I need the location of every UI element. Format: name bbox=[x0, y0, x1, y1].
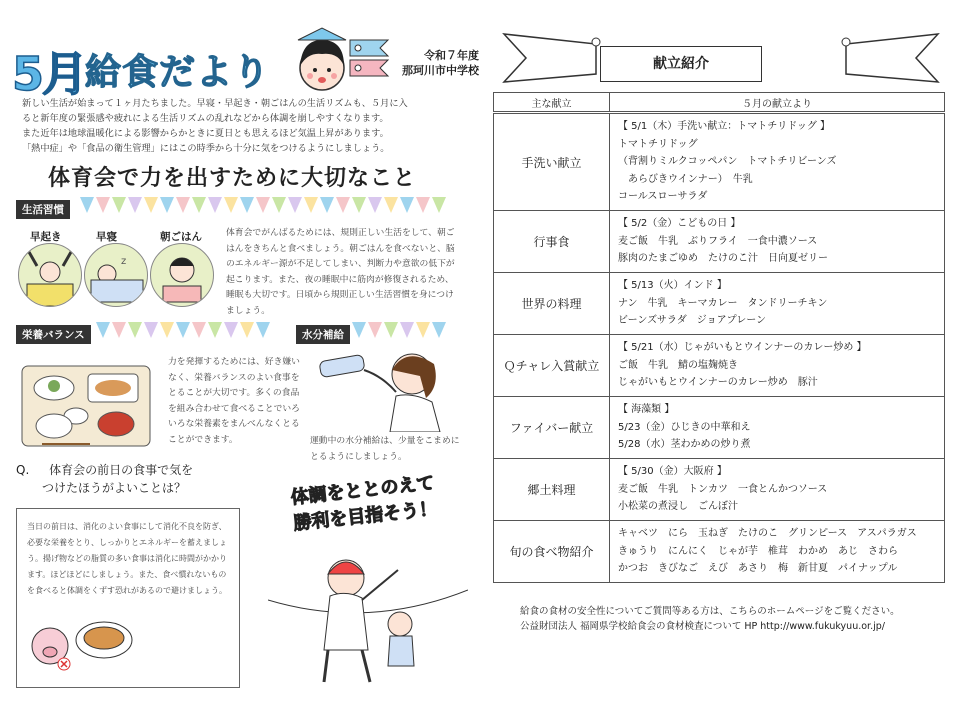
menu-items bbox=[610, 459, 945, 521]
column-header: ５月の献立より bbox=[610, 93, 945, 113]
svg-text:z: z bbox=[121, 256, 127, 267]
bunting-flag bbox=[256, 197, 270, 213]
hydration-text: 運動中の水分補給は、少量をこまめにとるようにしましょう。 bbox=[310, 436, 460, 462]
bunting-flag bbox=[208, 197, 222, 213]
bunting-flag bbox=[320, 197, 334, 213]
bunting-flag bbox=[368, 322, 382, 338]
menu-category: Ｑチャレ入賞献立 bbox=[494, 335, 610, 397]
bunting-flag bbox=[208, 322, 222, 338]
menu-item-line: あらびきウインナー） 牛乳 bbox=[618, 173, 753, 185]
habit-early-sleep: 早寝 bbox=[96, 231, 117, 243]
meal-tray-illustration bbox=[20, 352, 154, 452]
bunting-flag bbox=[352, 197, 366, 213]
menu-table bbox=[493, 92, 945, 583]
menu-item-line: じゃがいもとウインナーのカレー炒め 豚汁 bbox=[618, 377, 818, 389]
drinking-girl-illustration bbox=[316, 346, 466, 432]
column-header: 主な献立 bbox=[494, 93, 610, 113]
menu-items bbox=[610, 211, 945, 273]
bunting-flag bbox=[224, 322, 238, 338]
bunting-flag bbox=[384, 322, 398, 338]
koinobori-girl-illustration bbox=[288, 26, 408, 94]
bunting-flag bbox=[400, 322, 414, 338]
intro-line: 「熱中症」や「食品の衛生管理」にはこの時季から十分に気をつけるようにしましょう。 bbox=[22, 143, 390, 154]
section-heading: 体育会で力を出すために大切なこと bbox=[48, 166, 417, 191]
bunting-flag bbox=[224, 197, 238, 213]
table-row bbox=[494, 335, 945, 397]
table-header-row bbox=[494, 93, 945, 113]
hydration-label: 水分補給 bbox=[296, 325, 350, 344]
table-row bbox=[494, 211, 945, 273]
school-info bbox=[402, 48, 479, 78]
menu-item-line: コールスローサラダ bbox=[618, 191, 708, 203]
menu-item-line: 【 5/13（火）インド 】 bbox=[618, 280, 727, 292]
runners-illustration bbox=[268, 540, 468, 690]
bunting-flag bbox=[256, 322, 270, 338]
menu-item-line: 【 5/21（水）じゃがいもとウインナーのカレー炒め 】 bbox=[618, 342, 867, 354]
menu-category: ファイバー献立 bbox=[494, 397, 610, 459]
bunting-flag bbox=[288, 197, 302, 213]
intro-text bbox=[22, 96, 477, 156]
bunting-flag bbox=[352, 322, 366, 338]
menu-items bbox=[610, 273, 945, 335]
bunting-flag bbox=[160, 197, 174, 213]
question-title bbox=[16, 461, 193, 497]
slogan-line: 体調をととのえて bbox=[289, 472, 436, 509]
title-month: 5月 bbox=[12, 47, 87, 101]
menu-item-line: 【 5/2（金）こどもの日 】 bbox=[618, 218, 741, 230]
bunting-flag bbox=[432, 322, 446, 338]
bunting-flag bbox=[96, 197, 110, 213]
slogan bbox=[264, 468, 464, 540]
menu-item-line: ご飯 牛乳 鯖の塩麹焼き bbox=[618, 359, 738, 371]
footer-line: 給食の食材の安全性についてご質問等ある方は、こちらのホームページをご覧ください。 bbox=[520, 606, 900, 617]
menu-item-line: きゅうり にんにく じゃが芋 椎茸 わかめ あじ さわら bbox=[618, 545, 898, 557]
school-year: 令和７年度 bbox=[424, 49, 479, 62]
table-row bbox=[494, 273, 945, 335]
menu-items bbox=[610, 335, 945, 397]
bunting-flag bbox=[272, 197, 286, 213]
school-name: 那珂川市中学校 bbox=[402, 64, 479, 77]
bunting-flag bbox=[176, 322, 190, 338]
habit-breakfast: 朝ごはん bbox=[160, 231, 202, 243]
bunting bbox=[80, 197, 460, 215]
menu-category: 旬の食べ物紹介 bbox=[494, 521, 610, 583]
table-row bbox=[494, 397, 945, 459]
bunting-flag bbox=[368, 197, 382, 213]
menu-items bbox=[610, 113, 945, 211]
question-line: つけたほうがよいことは？ bbox=[42, 481, 187, 495]
bunting-flag bbox=[96, 322, 110, 338]
bunting bbox=[96, 322, 286, 340]
menu-item-line: ビーンズサラダ ジョアプレーン bbox=[618, 315, 766, 327]
menu-item-line: 5/28（水）茎わかめの炒り煮 bbox=[618, 439, 751, 451]
bunting-flag bbox=[384, 197, 398, 213]
bunting-flag bbox=[432, 197, 446, 213]
bunting bbox=[352, 322, 462, 340]
menu-item-line: トマトチリドッグ bbox=[618, 138, 698, 150]
bunting-flag bbox=[192, 197, 206, 213]
menu-category: 郷土料理 bbox=[494, 459, 610, 521]
bunting-flag bbox=[80, 197, 94, 213]
early-rise-illustration bbox=[18, 243, 82, 307]
nutrition-label: 栄養バランス bbox=[16, 325, 91, 344]
pig-tonkatsu-illustration bbox=[24, 606, 134, 676]
menu-category: 世界の料理 bbox=[494, 273, 610, 335]
menu-item-line: 小松菜の煮浸し ごんぼ汁 bbox=[618, 501, 738, 513]
intro-line: また近年は地球温暖化による影響からかときに夏日とも思えるほど気温上昇があります。 bbox=[22, 128, 389, 139]
menu-item-line: （背割りミルクコッペパン トマトチリビーンズ bbox=[618, 156, 837, 168]
footer-note bbox=[520, 604, 900, 634]
footer-line: 公益財団法人 福岡県学校給食会の食材検査について HP http://www.fukukyuu.or.jp/ bbox=[520, 621, 885, 632]
nutrition-text: 力を発揮するためには、好き嫌いなく、栄養バランスのよい食事をとることが大切です。多くの食品を組み合わせて食べることでいろいろな栄養素をまんべんなくとることができます。 bbox=[168, 357, 300, 445]
bunting-flag bbox=[192, 322, 206, 338]
menu-title: 献立紹介 bbox=[600, 46, 762, 82]
bunting-flag bbox=[112, 197, 126, 213]
bunting-flag bbox=[160, 322, 174, 338]
bunting-flag bbox=[128, 322, 142, 338]
intro-line: 新しい生活が始まって１ヶ月たちました。早寝・早起き・朝ごはんの生活リズムも、５月に入 bbox=[22, 98, 408, 109]
bunting-flag bbox=[112, 322, 126, 338]
early-sleep-illustration bbox=[84, 243, 148, 307]
bunting-flag bbox=[304, 197, 318, 213]
bunting-flag bbox=[176, 197, 190, 213]
table-row bbox=[494, 113, 945, 211]
menu-item-line: 【 5/1（木）手洗い献立：トマトチリドッグ 】 bbox=[618, 121, 831, 133]
bunting-flag bbox=[240, 322, 254, 338]
bunting-flag bbox=[144, 322, 158, 338]
menu-item-line: 豚肉のたまごゆめ たけのこ汁 日向夏ゼリー bbox=[618, 253, 828, 265]
menu-item-line: 麦ご飯 牛乳 トンカツ 一食とんかつソース bbox=[618, 483, 828, 495]
menu-item-line: 麦ご飯 牛乳 ぶりフライ 一食中濃ソース bbox=[618, 235, 818, 247]
menu-item-line: キャベツ にら 玉ねぎ たけのこ グリンピース アスパラガス bbox=[618, 528, 917, 540]
menu-items bbox=[610, 521, 945, 583]
habit-early-rise: 早起き bbox=[30, 231, 62, 243]
question-line: 体育会の前日の食事で気を bbox=[49, 463, 194, 477]
menu-item-line: 【 5/30（金）大阪府 】 bbox=[618, 466, 727, 478]
menu-item-line: 【 海藻類 】 bbox=[618, 404, 675, 416]
habits-label: 生活習慣 bbox=[16, 200, 70, 219]
menu-item-line: 5/23（金）ひじきの中華和え bbox=[618, 421, 751, 433]
menu-category: 手洗い献立 bbox=[494, 113, 610, 211]
bunting-flag bbox=[240, 197, 254, 213]
menu-items bbox=[610, 397, 945, 459]
answer-text: 当日の前日は、消化のよい食事にして消化不良を防ぎ、必要な栄養をとり、しっかりとエネルギーを蓄えましょう。揚げ物などの脂質の多い食事は消化に時間がかかります。ほどほどにしましょう。また、食べ慣れないものを食べると体調をくずす恐れがあるので避けましょう。 bbox=[27, 522, 227, 595]
menu-item-line: かつお きびなご えび あさり 梅 新甘夏 パイナップル bbox=[618, 563, 898, 575]
slogan-line: 勝利を目指そう！ bbox=[292, 498, 439, 535]
bunting-flag bbox=[416, 322, 430, 338]
intro-line: ると新年度の緊張感や疲れによる生活リズムの乱れなどから体調を崩しやすくなります。 bbox=[22, 113, 389, 124]
table-row bbox=[494, 459, 945, 521]
bunting-flag bbox=[416, 197, 430, 213]
breakfast-illustration bbox=[150, 243, 214, 307]
page-title: 給食だより bbox=[85, 52, 271, 93]
habits-text: 体育会でがんばるためには、規則正しい生活をして、朝ごはんをきちんと食べましょう。朝ごはんを食べないと、脳のエネルギー源が不足してしまい、判断力や意欲の低下が起こります。また、夜の睡眠中に筋肉が修復されるため、睡眠も大切です。日頃から規則正しい生活習慣を身につけましょう。 bbox=[226, 228, 455, 316]
question-mark: Q. bbox=[16, 463, 30, 477]
bunting-flag bbox=[400, 197, 414, 213]
bunting-flag bbox=[336, 197, 350, 213]
table-row bbox=[494, 521, 945, 583]
bunting-flag bbox=[128, 197, 142, 213]
bunting-flag bbox=[144, 197, 158, 213]
menu-category: 行事食 bbox=[494, 211, 610, 273]
menu-item-line: ナン 牛乳 キーマカレー タンドリーチキン bbox=[618, 297, 828, 309]
